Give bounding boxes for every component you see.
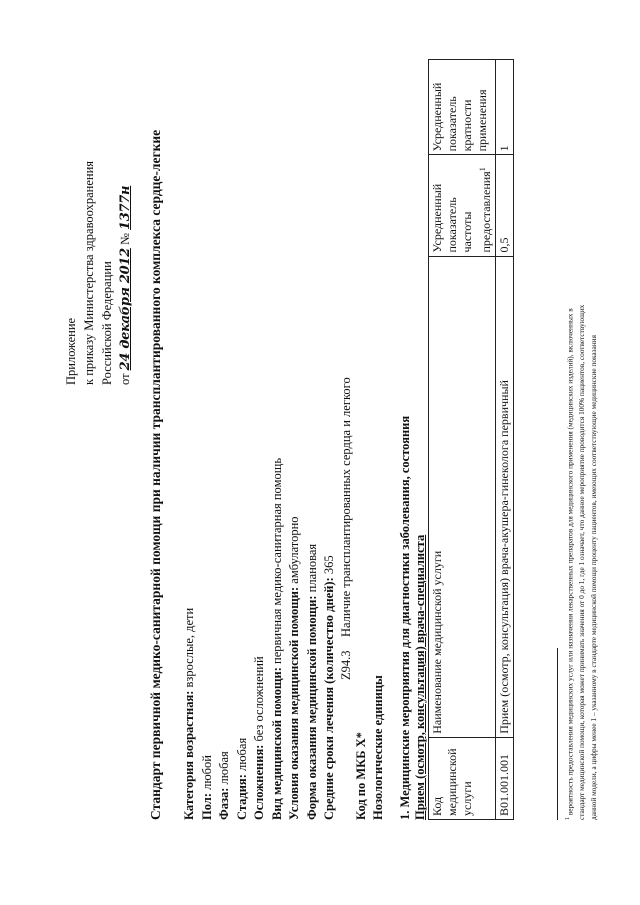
icd-block bbox=[353, 675, 387, 820]
appendix-line-2: к приказу Министерства здравоохранения bbox=[82, 160, 96, 385]
header-code-line: медицинской bbox=[445, 748, 459, 816]
meta-label: Форма оказания медицинской помощи: bbox=[304, 595, 319, 820]
footnote-separator bbox=[557, 648, 558, 820]
footnote-text-1: вероятность предоставления медицинских услуг или назначения лекарственных препаратов для медицинского применения (медицинских изделий), включенных в bbox=[565, 308, 575, 816]
appendix-line-1: Приложение bbox=[64, 317, 78, 385]
header-frequency bbox=[429, 155, 496, 256]
meta-block bbox=[181, 458, 339, 820]
handwritten-date: 24 декабря 2012 bbox=[118, 248, 133, 371]
meta-care-conditions bbox=[286, 458, 304, 820]
footnote-line-1 bbox=[562, 305, 576, 820]
cell-frequency: 0,5 bbox=[496, 155, 514, 256]
meta-value: любой bbox=[199, 755, 214, 790]
footnote bbox=[562, 305, 600, 820]
meta-value: взрослые, дети bbox=[182, 607, 196, 688]
footnote-line-2: стандарт медицинской помощи, которая может принимать значения от 0 до 1, где 1 означает, что данное мероприятие проводится 100% пациентов, соответствующих bbox=[577, 304, 587, 820]
header-code-line: услуги bbox=[460, 781, 474, 816]
meta-label: Условия оказания медицинской помощи: bbox=[287, 586, 301, 820]
icd-label: Код по МКБ X* bbox=[354, 732, 368, 820]
nosology-label: Нозологические единицы bbox=[371, 675, 385, 820]
meta-value: плановая bbox=[304, 543, 319, 593]
meta-label: Вид медицинской помощи: bbox=[269, 667, 284, 820]
header-freq-line: Усредненный bbox=[430, 183, 444, 253]
footnote-ref: 1 bbox=[478, 167, 487, 172]
meta-label: Фаза: bbox=[217, 787, 231, 820]
header-multiplicity bbox=[429, 60, 496, 155]
icd-description: Наличие трансплантированных сердца и легкого bbox=[339, 377, 353, 637]
meta-care-form bbox=[304, 458, 322, 820]
meta-value: любая bbox=[234, 737, 249, 772]
meta-value: амбулаторно bbox=[287, 516, 301, 584]
meta-value: любая bbox=[217, 751, 231, 785]
table-row bbox=[496, 60, 514, 820]
meta-sex bbox=[199, 458, 217, 820]
meta-phase bbox=[216, 458, 234, 820]
meta-label: Осложнения: bbox=[252, 744, 266, 820]
header-freq-line: показатель bbox=[445, 197, 459, 253]
meta-label: Пол: bbox=[199, 793, 214, 820]
services-table bbox=[428, 59, 514, 820]
meta-label: Категория возрастная: bbox=[182, 690, 196, 820]
meta-complications bbox=[251, 458, 269, 820]
meta-care-type bbox=[269, 458, 287, 820]
appendix-date-line bbox=[116, 161, 135, 385]
meta-label: Средние сроки лечения (количество дней): bbox=[322, 577, 336, 820]
header-mult-line: кратности bbox=[460, 99, 474, 152]
header-mult-line: применения bbox=[475, 89, 489, 152]
section-1-title: 1. Медицинские мероприятия для диагностики заболевания, состояния bbox=[398, 415, 412, 820]
footnote-marker: 1 bbox=[565, 817, 571, 820]
meta-duration bbox=[321, 458, 339, 820]
header-name: Наименование медицинской услуги bbox=[429, 256, 496, 737]
header-freq-line: частоты bbox=[460, 211, 474, 253]
handwritten-number: 1377н bbox=[118, 185, 133, 230]
number-prefix: № bbox=[118, 233, 132, 245]
meta-stage bbox=[234, 458, 252, 820]
header-code bbox=[429, 737, 496, 819]
icd-code: Z94.3 bbox=[339, 650, 353, 680]
appendix-block bbox=[62, 161, 135, 385]
footnote-line-3: данной модели, а цифры менее 1 – указанному в стандарте медицинской помощи проценту пациентов, имеющих соответствующие медицинские показания bbox=[589, 335, 599, 820]
header-code-line: Код bbox=[430, 796, 444, 816]
cell-name: Прием (осмотр, консультация) врача-акушера-гинеколога первичный bbox=[496, 256, 514, 737]
meta-value: первичная медико-санитарная помощь bbox=[269, 457, 284, 664]
header-mult-line: Усредненный bbox=[430, 82, 444, 152]
header-freq-line bbox=[475, 158, 494, 252]
table-header-row bbox=[429, 60, 496, 820]
appendix-line-3: Российской Федерации bbox=[100, 261, 114, 385]
meta-value: 365 bbox=[322, 555, 336, 575]
meta-value: без осложнений bbox=[252, 656, 266, 742]
meta-label: Стадия: bbox=[234, 774, 249, 820]
date-prefix: от bbox=[118, 373, 132, 385]
cell-multiplicity: 1 bbox=[496, 60, 514, 155]
header-mult-line: показатель bbox=[445, 96, 459, 152]
meta-age bbox=[181, 458, 199, 820]
cell-code: B01.001.001 bbox=[496, 737, 514, 819]
section-1-subtitle: Прием (осмотр, консультация) врача-специалиста bbox=[413, 534, 427, 820]
header-freq-last: предоставления bbox=[479, 171, 493, 253]
document-title: Стандарт первичной медико-санитарной помощи при наличии трансплантированного комплекса сердце-легкие bbox=[148, 129, 163, 820]
